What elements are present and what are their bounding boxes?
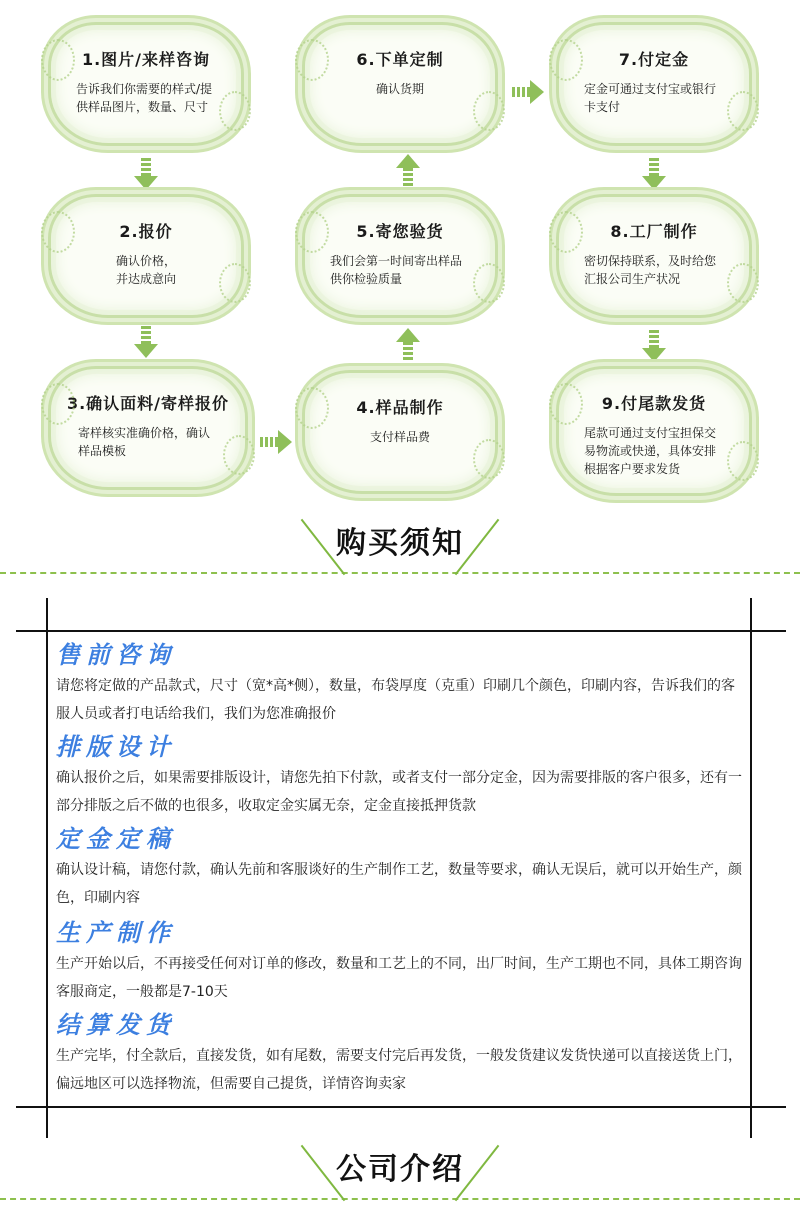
step-title: 3.确认面料/寄样报价 [66,394,230,413]
notice-text: 生产开始以后，不再接受任何对订单的修改，数量和工艺上的不同，出厂时间，生产工期也不同，具体工期咨询客服商定，一般都是7-10天 [56,956,742,1000]
notice-text: 生产完毕，付全款后，直接发货，如有尾数，需要支付完后再发货，一般发货建议发货快递可以直接送货上门，偏远地区可以选择物流，但需要自己提货，详情咨询卖家 [56,1048,742,1092]
arrow-down-icon [134,158,158,192]
section-title: 公司介绍 [336,1152,464,1187]
step-desc: 密切保持联系，及时给您汇报公司生产状况 [584,254,717,286]
arrow-right-icon [260,430,294,454]
step-title: 7.付定金 [618,50,690,69]
dashed-divider [0,572,800,574]
notice-heading: 定金定稿 [56,824,176,853]
step-title: 9.付尾款发货 [601,394,707,413]
step-desc: 我们会第一时间寄出样品供你检验质量 [330,254,463,286]
dashed-divider [0,1198,800,1200]
company-intro-header [0,1136,800,1216]
step-desc: 尾款可通过支付宝担保交易物流或快递，具体安排根据客户要求发货 [584,426,717,476]
notice-item-production [56,916,746,1006]
step-title: 1.图片/来样咨询 [81,50,211,69]
notice-text: 请您将定做的产品款式，尺寸（宽*高*侧），数量，布袋厚度（克重）印刷几个颜色，印刷内容，告诉我们的客服人员或者打电话给我们，我们为您准确报价 [56,678,735,722]
step-title: 8.工厂制作 [610,222,698,241]
step-title: 6.下单定制 [356,50,444,69]
notice-item-settlement [56,1008,746,1098]
purchase-notice [0,598,800,1138]
step-title: 4.样品制作 [356,398,444,417]
step-4-sample-making [302,370,498,494]
step-desc: 寄样核实准确价格，确认样品模板 [78,426,211,458]
frame-line [46,598,48,1138]
arrow-down-icon [642,158,666,192]
arrow-right-icon [512,80,546,104]
arrow-down-icon [642,330,666,364]
step-6-place-order [302,22,498,146]
frame-line [16,1106,786,1108]
notice-item-presale [56,638,746,728]
notice-heading: 生产制作 [56,918,176,947]
arrow-down-icon [134,326,158,360]
step-title: 2.报价 [119,222,173,241]
notice-item-layout [56,730,746,820]
step-5-inspect [302,194,498,318]
step-desc: 支付样品费 [369,430,430,444]
section-title: 购买须知 [336,526,464,561]
step-desc: 确认货期 [375,82,424,96]
notice-text: 确认设计稿，请您付款，确认先前和客服谈好的生产制作工艺，数量等要求，确认无误后，就可以开始生产，颜色，印刷内容 [56,862,742,906]
step-7-deposit [556,22,752,146]
notice-heading: 售前咨询 [56,640,176,669]
purchase-notice-header [0,504,800,584]
notice-heading: 结算发货 [56,1010,176,1039]
notice-item-deposit [56,822,746,912]
step-1-image-consult [48,22,244,146]
notice-text: 确认报价之后，如果需要排版设计，请您先拍下付款，或者支付一部分定金，因为需要排版的客户很多，还有一部分排版之后不做的也很多，收取定金实属无奈，定金直接抵押货款 [56,770,742,814]
step-2-quote [48,194,244,318]
step-3-confirm-fabric [48,366,248,490]
step-desc: 告诉我们你需要的样式/提供样品图片，数量、尺寸 [76,82,213,114]
notice-heading: 排版设计 [56,732,176,761]
step-desc: 确认价格， 并达成意向 [115,254,176,286]
step-desc: 定金可通过支付宝或银行卡支付 [584,82,717,114]
arrow-up-icon [396,328,420,362]
step-8-factory [556,194,752,318]
frame-line [750,598,752,1138]
arrow-up-icon [396,154,420,188]
step-title: 5.寄您验货 [356,222,444,241]
step-9-balance-ship [556,366,752,496]
frame-line [16,630,786,632]
